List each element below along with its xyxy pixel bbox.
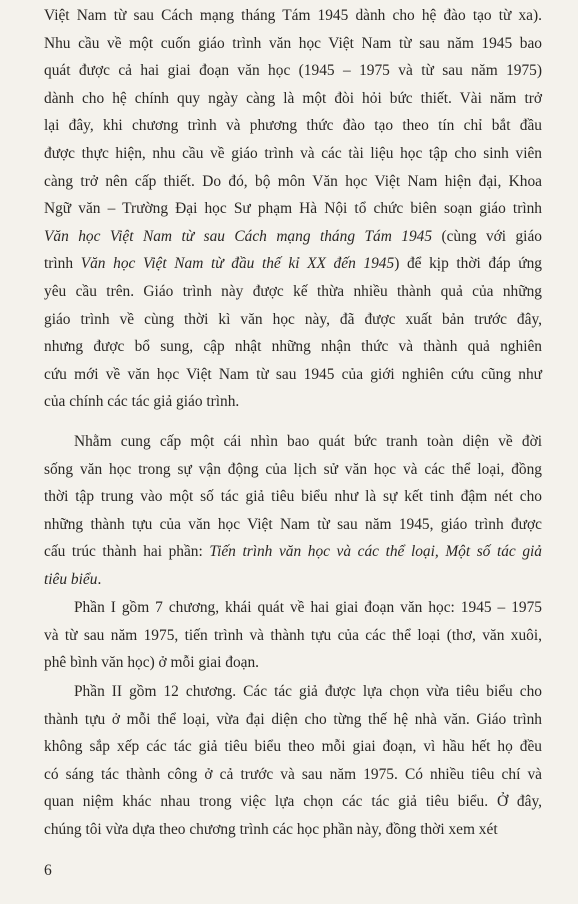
body-text: dành cho hệ chính quy ngày càng là một đòi hỏi bức thiết. Vài năm trở — [44, 89, 542, 107]
text-line — [44, 649, 542, 677]
italic-title-text: Văn học Việt Nam từ đầu thế kỉ XX đến 1945 — [80, 255, 395, 273]
body-text: cứu mới về văn học Việt Nam từ sau 1945 của giới nghiên cứu cũng như — [44, 365, 542, 383]
page-number: 6 — [44, 862, 52, 879]
text-line — [44, 223, 542, 251]
text-line — [44, 168, 542, 196]
text-line — [44, 85, 542, 113]
body-text: được thực hiện, nhu cầu về giáo trình và các tài liệu học tập cho sinh viên — [44, 144, 542, 162]
text-line — [44, 195, 542, 223]
body-text: Phần II gồm 12 chương. Các tác giả được lựa chọn vừa tiêu biểu cho — [74, 683, 542, 700]
body-text: chúng tôi vừa dựa theo chương trình các học phần này, đồng thời xem xét — [44, 820, 498, 838]
body-text: quát được cả hai giai đoạn văn học (1945 – 1975 và từ sau năm 1975) — [44, 62, 542, 80]
body-text: có sáng tác thành công ở cả trước và sau năm 1975. Có nhiều tiêu chí và — [44, 765, 542, 783]
text-line — [44, 333, 542, 361]
text-line — [44, 706, 542, 734]
text-line — [44, 278, 542, 306]
text-line — [44, 538, 542, 566]
paragraph-part-one — [44, 594, 542, 677]
paragraph-text — [44, 594, 542, 677]
body-text: thời tập trung vào một số tác giả tiêu biểu như là sự kết tinh đậm nét cho — [44, 488, 542, 506]
body-text: Nhu cầu về một cuốn giáo trình văn học Việt Nam từ sau năm 1945 bao — [44, 34, 542, 52]
text-line — [44, 388, 542, 416]
body-text: Phần I gồm 7 chương, khái quát về hai giai đoạn văn học: 1945 – 1975 — [74, 599, 542, 616]
text-line — [44, 816, 542, 844]
text-line — [44, 57, 542, 85]
body-text: càng trở nên cấp thiết. Do đó, bộ môn Văn học Việt Nam hiện đại, Khoa — [44, 172, 542, 190]
text-line — [44, 511, 542, 539]
body-text: sống văn học trong sự vận động của lịch sử văn học và các thể loại, đồng — [44, 460, 542, 478]
text-line — [44, 761, 542, 789]
body-text: (cùng với giáo — [432, 227, 542, 245]
body-text: Nhằm cung cấp một cái nhìn bao quát bức tranh toàn diện về đời — [74, 433, 542, 450]
text-line — [44, 361, 542, 389]
text-line — [44, 733, 542, 761]
body-text: trình — [44, 255, 81, 273]
text-line — [44, 30, 542, 58]
paragraph-part-two — [44, 678, 542, 844]
paragraph-structure — [44, 428, 542, 594]
paragraph-text — [44, 428, 542, 594]
text-line — [44, 2, 542, 30]
text-line — [44, 456, 542, 484]
body-text: yêu cầu trên. Giáo trình này được kế thừa nhiều thành quả của những — [44, 282, 542, 300]
text-line — [44, 678, 542, 706]
body-text: ) để kịp thời đáp ứng — [394, 255, 542, 273]
text-line — [44, 788, 542, 816]
text-line — [44, 428, 542, 456]
body-text: của chính các tác giả giáo trình. — [44, 393, 240, 411]
body-text: . — [97, 570, 102, 588]
body-text: phê bình văn học) ở mỗi giai đoạn. — [44, 654, 260, 672]
text-line — [44, 483, 542, 511]
body-text: không sắp xếp các tác giả tiêu biểu theo mỗi giai đoạn, vì hầu hết họ đều — [44, 738, 542, 756]
body-text: những thành tựu của văn học Việt Nam từ sau năm 1945, giáo trình được — [44, 515, 542, 533]
text-line — [44, 306, 542, 334]
text-line — [44, 622, 542, 650]
body-text: nhưng được bổ sung, cập nhật những nhận thức và thành quả nghiên — [44, 338, 542, 356]
paragraph-text — [44, 2, 542, 416]
body-text: lại đây, khi chương trình và phương thức đào tạo theo tín chỉ bắt đầu — [44, 117, 542, 135]
body-text: Việt Nam từ sau Cách mạng tháng Tám 1945 dành cho hệ đào tạo từ xa). — [44, 7, 542, 24]
italic-title-text: Văn học Việt Nam từ sau Cách mạng tháng Tám 1945 — [44, 227, 433, 245]
paragraph-text — [44, 678, 542, 844]
text-line — [44, 112, 542, 140]
paragraph-intro — [44, 2, 542, 416]
text-line — [44, 140, 542, 168]
body-text: Ngữ văn – Trường Đại học Sư phạm Hà Nội tổ chức biên soạn giáo trình — [44, 200, 542, 218]
text-line — [44, 566, 542, 594]
body-text: quan niệm khác nhau trong việc lựa chọn các tác giả tiêu biểu. Ở đây, — [44, 793, 542, 811]
text-line — [44, 250, 542, 278]
italic-title-text: tiêu biểu — [44, 570, 98, 588]
text-line — [44, 594, 542, 622]
italic-title-text: Tiến trình văn học và các thể loại, Một số tác giả — [209, 543, 542, 561]
body-text: thành tựu ở mỗi thể loại, vừa đại diện cho từng thế hệ nhà văn. Giáo trình — [44, 710, 542, 728]
body-text: cấu trúc thành hai phần: — [44, 543, 210, 561]
body-text: giáo trình về cùng thời kì văn học này, đã được xuất bản trước đây, — [44, 310, 542, 328]
body-text: và từ sau năm 1975, tiến trình và thành tựu của các thể loại (thơ, văn xuôi, — [44, 626, 542, 644]
